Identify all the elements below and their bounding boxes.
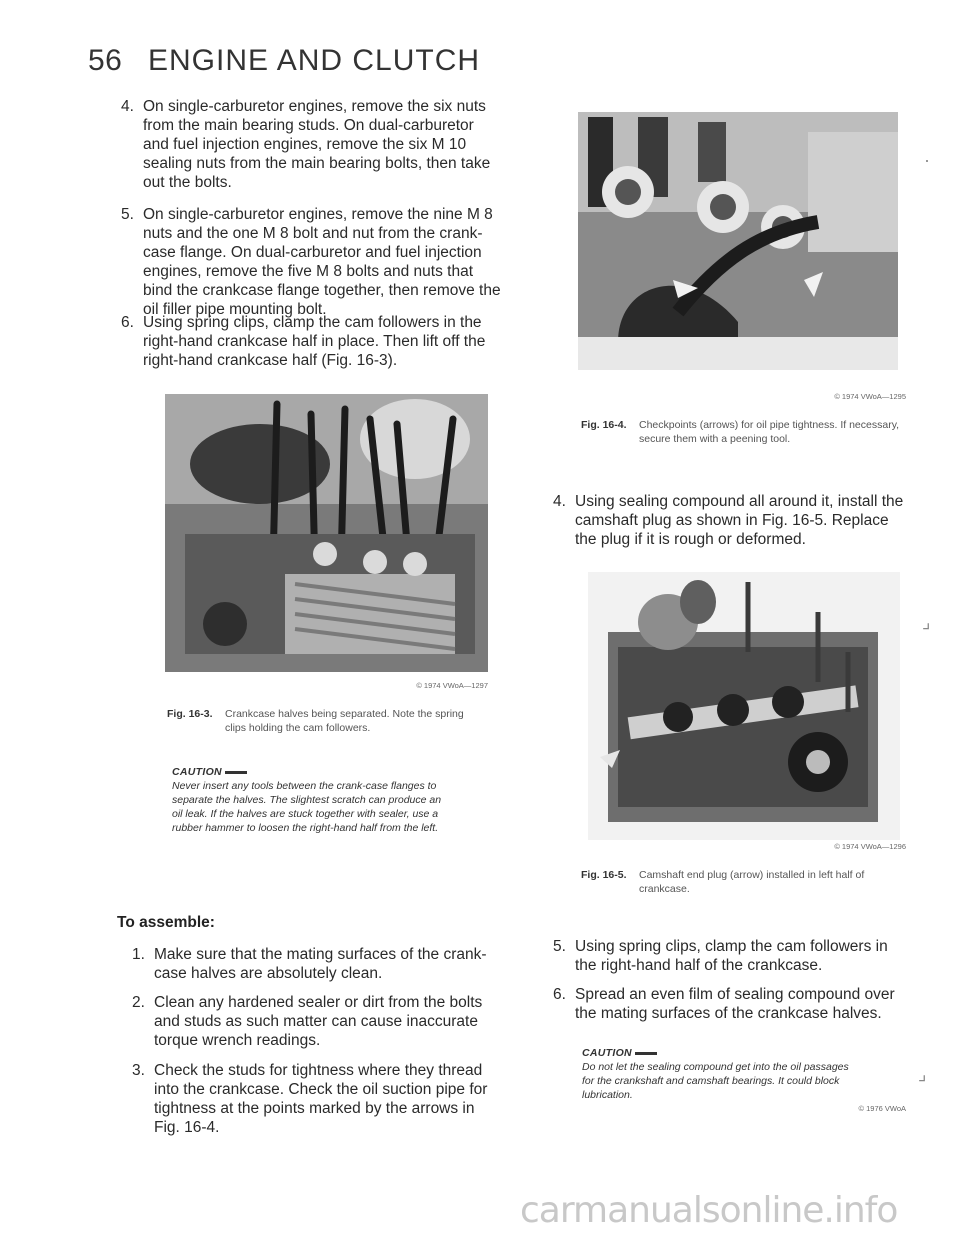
step-text: Check the studs for tightness where they thread into the crankcase. Check the oil suction pipe for tightness at the points marked by the arrows in Fig. 16-4. bbox=[154, 1062, 488, 1136]
assemble-step-1 bbox=[132, 945, 502, 983]
photo-credit: © 1974 VWoA—1295 bbox=[834, 392, 906, 401]
photo-crankcase-separation bbox=[165, 394, 488, 672]
step-right-4 bbox=[553, 492, 905, 549]
step-text: On single-carburetor engines, remove the nine M 8 nuts and the one M 8 bolt and nut from the crank-case flange. On dual-carburetor and fuel injection engines, remove the five M 8 bolts and nuts that bind the crankcase flange together, then remove the oil filler pipe mounting bolt. bbox=[143, 206, 501, 318]
step-number: 5. bbox=[121, 206, 134, 223]
step-text: Using spring clips, clamp the cam followers in the right-hand crankcase half in place. Then lift off the right-hand crankcase half (Fig. 16-3). bbox=[143, 314, 486, 369]
step-text: Spread an even film of sealing compound over the mating surfaces of the crankcase halves. bbox=[575, 986, 895, 1022]
caution-heading: CAUTION bbox=[582, 1046, 854, 1060]
caution-heading: CAUTION bbox=[172, 765, 444, 779]
photo-credit: © 1974 VWoA—1296 bbox=[834, 842, 906, 851]
figure-caption bbox=[581, 418, 903, 446]
step-text: Clean any hardened sealer or dirt from the bolts and studs as such matter can cause inaccurate torque wrench readings. bbox=[154, 994, 483, 1049]
figure-caption-text: Camshaft end plug (arrow) installed in left half of crankcase. bbox=[639, 869, 865, 895]
step-number: 4. bbox=[553, 493, 566, 510]
step-number: 6. bbox=[553, 986, 566, 1003]
figure-caption bbox=[581, 868, 903, 896]
step-text: On single-carburetor engines, remove the six nuts from the main bearing studs. On dual-carburetor and fuel injection engines, remove the six M 10 sealing nuts from the main bearing bolts, then take out the bolts. bbox=[143, 98, 491, 191]
step-left-4 bbox=[121, 97, 503, 192]
scan-mark: · bbox=[924, 150, 930, 170]
step-number: 4. bbox=[121, 98, 134, 115]
figure-caption-text: Crankcase halves being separated. Note the spring clips holding the cam followers. bbox=[225, 708, 464, 734]
step-text: Using sealing compound all around it, install the camshaft plug as shown in Fig. 16-5. Replace the plug if it is rough or deformed. bbox=[575, 493, 904, 548]
step-number: 5. bbox=[553, 938, 566, 955]
step-right-6 bbox=[553, 985, 905, 1023]
figure-label: Fig. 16-4. bbox=[581, 419, 627, 431]
photo-drawing bbox=[165, 394, 488, 672]
photo-drawing bbox=[578, 112, 898, 370]
figure-caption bbox=[167, 707, 487, 735]
step-left-5 bbox=[121, 205, 503, 319]
figure-label: Fig. 16-5. bbox=[581, 869, 627, 881]
step-right-5 bbox=[553, 937, 905, 975]
assemble-step-3 bbox=[132, 1061, 502, 1137]
assemble-step-2 bbox=[132, 993, 502, 1050]
step-number: 3. bbox=[132, 1062, 145, 1079]
scan-mark: ⌟ bbox=[922, 612, 931, 632]
caution-text: Never insert any tools between the crank-case flanges to separate the halves. The slightest scratch can produce an oil leak. If the halves are stuck together with sealer, use a rubber hammer to loosen the right-hand half from the left. bbox=[172, 780, 442, 834]
figure-label: Fig. 16-3. bbox=[167, 708, 213, 720]
watermark-text: carmanualsonline.info bbox=[520, 1190, 898, 1231]
scan-mark: ⌟ bbox=[918, 1064, 927, 1084]
photo-credit: © 1974 VWoA—1297 bbox=[416, 681, 488, 690]
step-text: Using spring clips, clamp the cam followers in the right-hand half of the crankcase. bbox=[575, 938, 888, 974]
figure-caption-text: Checkpoints (arrows) for oil pipe tightness. If necessary, secure them with a peening tool. bbox=[639, 419, 900, 445]
page-number: 56 bbox=[88, 44, 123, 77]
step-number: 1. bbox=[132, 946, 145, 963]
photo-oil-pipe-checkpoints bbox=[578, 112, 898, 370]
step-text: Make sure that the mating surfaces of the crank-case halves are absolutely clean. bbox=[154, 946, 487, 982]
chapter-title: ENGINE AND CLUTCH bbox=[148, 44, 481, 77]
step-left-6 bbox=[121, 313, 503, 370]
step-number: 6. bbox=[121, 314, 134, 331]
photo-camshaft-plug bbox=[588, 572, 900, 840]
section-heading: To assemble: bbox=[117, 914, 215, 931]
watermark bbox=[0, 1190, 960, 1242]
footer-credit: © 1976 VWoA bbox=[858, 1104, 906, 1113]
caution-text: Do not let the sealing compound get into the oil passages for the crankshaft and camshaft bearings. It could block lubrication. bbox=[582, 1061, 849, 1101]
caution-note bbox=[582, 1046, 854, 1102]
step-number: 2. bbox=[132, 994, 145, 1011]
caution-note bbox=[172, 765, 444, 835]
photo-drawing bbox=[588, 572, 900, 840]
